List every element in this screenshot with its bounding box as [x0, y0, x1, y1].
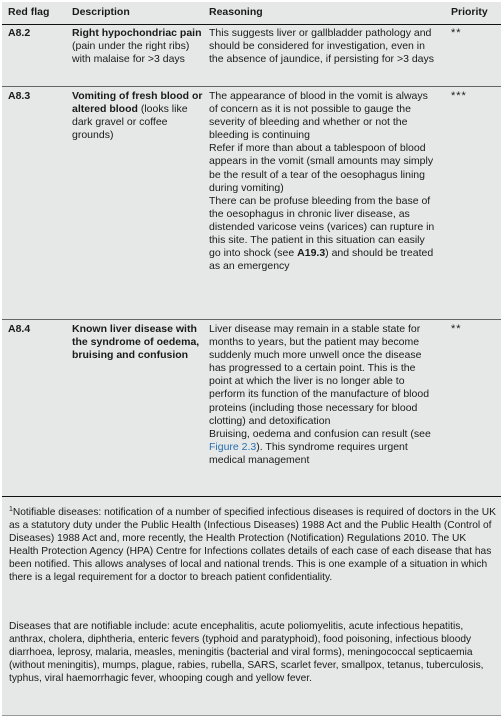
header-priority: Priority: [451, 6, 488, 18]
footnotes-section: [2, 497, 501, 716]
priority-stars: **: [451, 323, 462, 335]
priority-stars: ***: [451, 90, 467, 102]
reasoning-text: ) and should be treated as an emergency: [209, 247, 434, 273]
cross-reference: A19.3: [297, 247, 326, 260]
reasoning-paragraph: Refer if more than about a tablespoon of blood appears in the vomit (small amounts may simply be the result of a tear of the oesophagus lining during vomiting): [209, 142, 434, 194]
footnote-notifiable-diseases: [9, 506, 497, 584]
table-row: [2, 24, 501, 87]
reasoning-text: Bruising, oedema and confusion can result (see: [209, 427, 431, 440]
row-description: [72, 90, 204, 142]
notifiable-diseases-list: Diseases that are notifiable include: acute encephalitis, acute poliomyelitis, acute infectious hepatitis, anthrax, cholera, diphtheria, enteric fevers (typhoid and paratyphoid), food poisoning, infectious bloody diarrhoea, leprosy, malaria, measles, meningitis (bacterial and viral forms), meningococcal septicaemia (without meningitis), mumps, plague, rabies, rubella, SARS, scarlet fever, smallpox, tetanus, tuberculosis, typhus, viral haemorrhagic fever, whooping cough and yellow fever.: [9, 621, 484, 685]
priority-stars: **: [451, 27, 462, 39]
description-rest: (pain under the right ribs) with malaise for >3 days: [72, 40, 190, 66]
header-reasoning: Reasoning: [209, 6, 263, 18]
reasoning-text: There can be profuse bleeding from the base of the oesophagus in chronic liver disease, as distended varicose veins (varices) can rupture in this site. The patient in this situation can easily go into shock (see: [209, 194, 435, 260]
red-flag-id: A8.3: [8, 90, 31, 102]
red-flag-id: A8.2: [8, 27, 31, 39]
description-bold: Vomiting of fresh blood or altered blood: [72, 90, 203, 116]
description-rest: (looks like dark gravel or coffee grounds): [72, 103, 188, 142]
figure-link[interactable]: Figure 2.3: [209, 440, 257, 453]
table-row: [2, 320, 501, 497]
row-reasoning: [209, 27, 439, 66]
table-row: [2, 87, 501, 320]
row-description: [72, 323, 204, 362]
footnote-marker: 1: [9, 506, 13, 513]
footnote-text: Notifiable diseases: notification of a number of specified infectious diseases is required of doctors in the UK as a statutory duty under the Public Health (Infectious Diseases) 1988 Act and the Public Health (Control of Diseases) 1988 Act and, more recently, the Health Protection (Notification) Regulations 2010. The UK Health Protection Agency (HPA) Centre for Infections collates details of each case of each disease that has been notified. This allows analyses of local and national trends. This is one example of a situation in which there is a legal requirement for a doctor to breach patient confidentiality.: [9, 507, 496, 584]
row-reasoning: [209, 90, 439, 273]
header-description: Description: [72, 6, 130, 18]
row-description: [72, 27, 204, 66]
reasoning-paragraph: Liver disease may remain in a stable state for months to years, but the patient may become suddenly much more unwell once the disease has progressed to a certain point. This is the point at which the liver is no longer able to perform its function of the manufacture of blood proteins (including those necessary for blood clotting) and detoxification: [209, 323, 430, 427]
red-flag-id: A8.4: [8, 323, 31, 335]
row-reasoning: [209, 323, 439, 467]
reasoning-text: ). This syndrome requires urgent medical management: [209, 440, 408, 466]
red-flag-table: [2, 2, 501, 497]
description-bold: Right hypochondriac pain: [72, 27, 202, 39]
reasoning-paragraph: [209, 428, 439, 467]
table-header-row: [2, 2, 501, 25]
reasoning-paragraph: This suggests liver or gallbladder pathology and should be considered for investigation, even in the absence of jaundice, if persisting for >3 days: [209, 27, 435, 66]
description-bold: Known liver disease with the syndrome of oedema, bruising and confusion: [72, 323, 200, 362]
header-red-flag: Red flag: [8, 6, 50, 18]
reasoning-paragraph: [209, 195, 439, 274]
reasoning-paragraph: The appearance of blood in the vomit is always of concern as it is not possible to gauge the severity of bleeding and whether or not the bleeding is continuing: [209, 90, 428, 142]
